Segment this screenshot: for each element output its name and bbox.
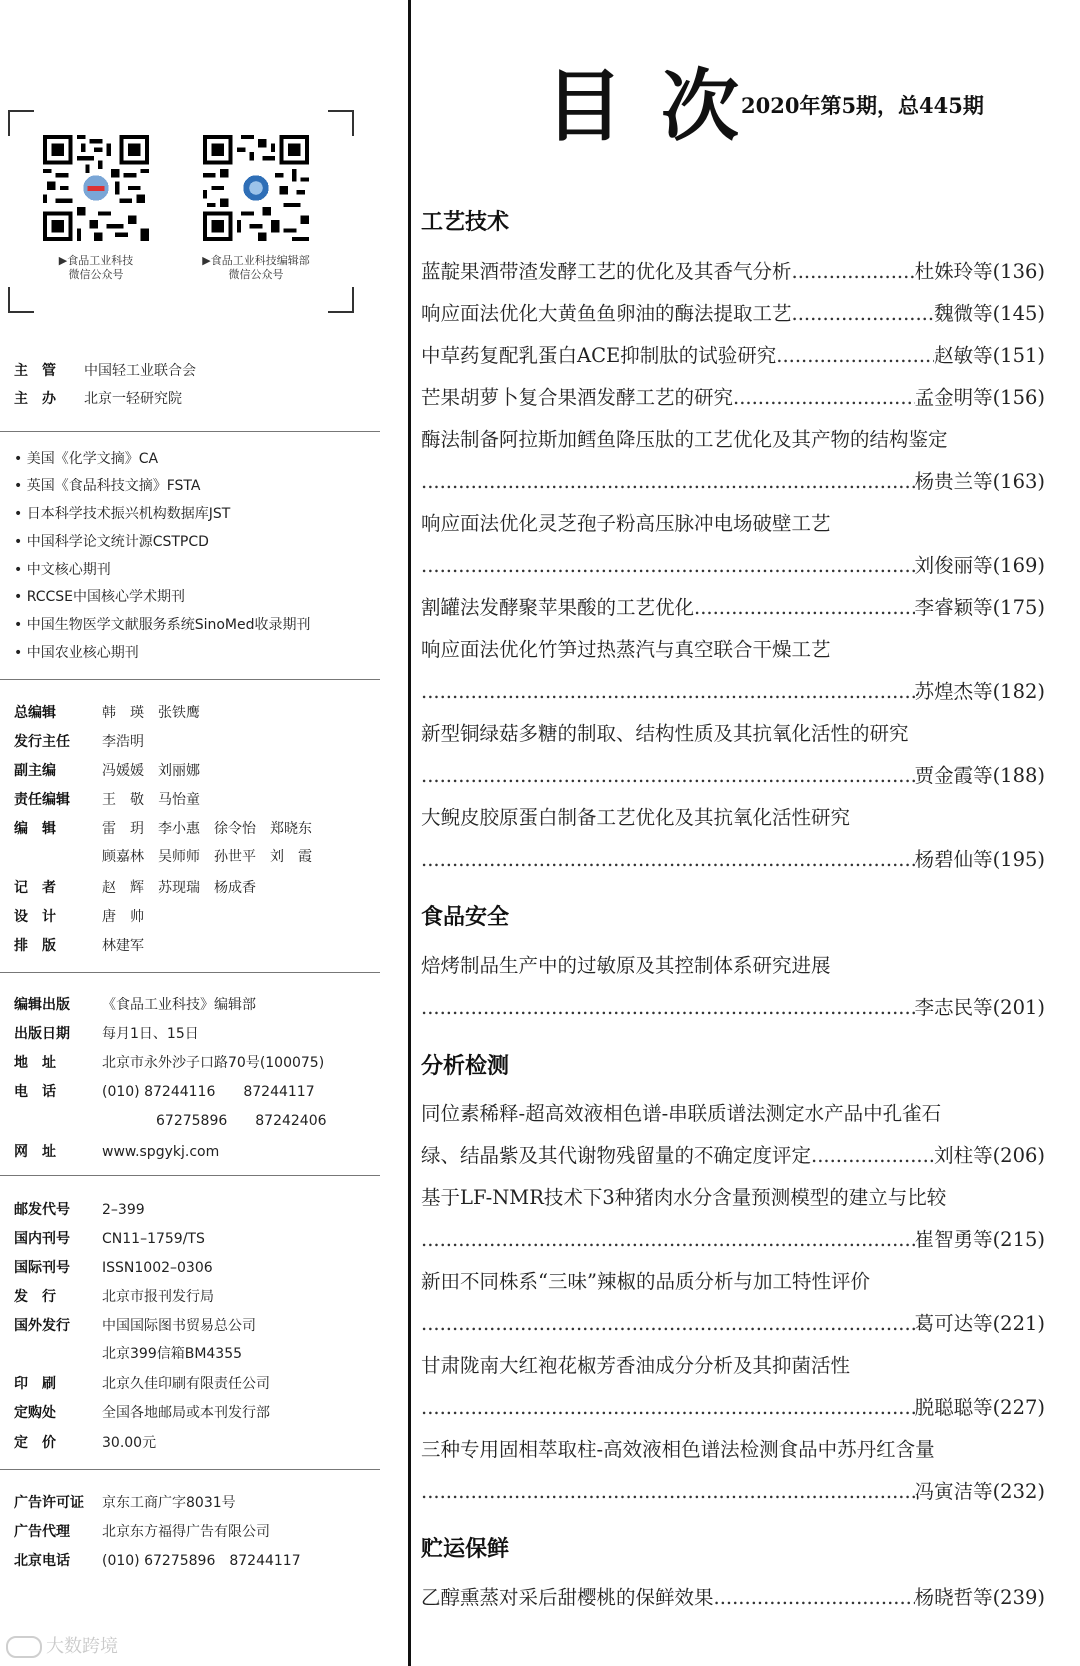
field-value: 北京市永外沙子口路70号(100075) — [102, 1055, 325, 1071]
toc-entry[interactable] — [421, 1584, 1045, 1612]
field-label: 责任编辑 — [14, 792, 70, 808]
field-label: 定 价 — [14, 1435, 56, 1451]
entry-title: 芒果胡萝卜复合果酒发酵工艺的研究 — [421, 386, 734, 409]
entry-title: 同位素稀释-超高效液相色谱-串联质谱法测定水产品中孔雀石 — [421, 1102, 942, 1125]
field-label: 广告代理 — [14, 1524, 70, 1540]
field-label: 国内刊号 — [14, 1231, 70, 1247]
qr-code-wechat[interactable] — [43, 135, 149, 241]
field-value: (010) 67275896 87244117 — [102, 1553, 301, 1569]
field-value: 赵 辉 苏现瑞 杨成香 — [102, 880, 256, 896]
qr-caption — [176, 254, 336, 282]
divider — [0, 431, 380, 432]
field-value: 韩 瑛 张铁鹰 — [102, 705, 200, 721]
index-item: • 英国《食品科技文摘》FSTA — [14, 478, 201, 494]
field-value: 67275896 87242406 — [156, 1113, 327, 1129]
frame-corner — [8, 110, 34, 136]
field-value: 全国各地邮局或本刊发行部 — [102, 1405, 270, 1421]
entry-author-page: 李志民等(201) — [914, 996, 1045, 1019]
entry-author-page: 杜姝玲等(136) — [914, 260, 1045, 283]
field-value: 《食品工业科技》编辑部 — [102, 997, 256, 1013]
toc-entry[interactable] — [421, 342, 1045, 370]
section-heading: 工艺技术 — [421, 210, 510, 235]
page-title: 目次 — [545, 61, 778, 152]
toc-entry[interactable] — [421, 1100, 1045, 1170]
index-item: • 中国农业核心期刊 — [14, 645, 139, 661]
field-value: 每月1日、15日 — [102, 1026, 199, 1042]
left-column — [0, 0, 408, 1666]
field-value: 冯媛媛 刘丽娜 — [102, 763, 200, 779]
field-value: 北京399信箱BM4355 — [102, 1346, 243, 1362]
entry-author-page: 李睿颖等(175) — [914, 596, 1045, 619]
toc-entry[interactable] — [421, 1352, 1045, 1422]
field-value: 唐 帅 — [102, 909, 144, 925]
field-value: 李浩明 — [102, 734, 144, 750]
entry-author-page: 刘俊丽等(169) — [914, 554, 1045, 577]
field-label: 出版日期 — [14, 1026, 70, 1042]
entry-author-page: 孟金明等(156) — [914, 386, 1045, 409]
entry-title: 蓝靛果酒带渣发酵工艺的优化及其香气分析 — [421, 260, 792, 283]
toc-entry[interactable] — [421, 258, 1045, 286]
field-label: 印 刷 — [14, 1376, 56, 1392]
toc-entry[interactable] — [421, 594, 1045, 622]
entry-title: 甘肃陇南大红袍花椒芳香油成分分析及其抑菌活性 — [421, 1354, 851, 1377]
qr-caption-line: 微信公众号 — [68, 268, 124, 281]
field-label: 地 址 — [14, 1055, 56, 1071]
field-label: 邮发代号 — [14, 1202, 70, 1218]
field-label: 主 办 — [14, 391, 56, 407]
field-label: 北京电话 — [14, 1553, 70, 1569]
field-value: 北京东方福得广告有限公司 — [102, 1524, 270, 1540]
watermark-logo-icon — [6, 1636, 42, 1658]
toc-entry[interactable] — [421, 804, 1045, 874]
section-heading: 分析检测 — [421, 1054, 510, 1079]
entry-title: 酶法制备阿拉斯加鳕鱼降压肽的工艺优化及其产物的结构鉴定 — [421, 428, 948, 451]
entry-author-page: 杨晓哲等(239) — [914, 1586, 1045, 1609]
field-label: 排 版 — [14, 938, 56, 954]
entry-author-page: 赵敏等(151) — [934, 344, 1045, 367]
section-heading: 贮运保鲜 — [421, 1537, 510, 1562]
entry-title: 响应面法优化灵芝孢子粉高压脉冲电场破壁工艺 — [421, 512, 831, 535]
field-label: 国外发行 — [14, 1318, 70, 1334]
toc-entry[interactable] — [421, 720, 1045, 790]
toc-entry[interactable] — [421, 384, 1045, 412]
field-value: 顾嘉林 吴师师 孙世平 刘 霞 — [102, 849, 312, 865]
qr-caption-line: 微信公众号 — [228, 268, 284, 281]
watermark — [6, 1632, 118, 1658]
toc-entry[interactable] — [421, 300, 1045, 328]
entry-author-page: 崔智勇等(215) — [914, 1228, 1045, 1251]
field-value: ISSN1002–0306 — [102, 1260, 213, 1276]
entry-author-page: 苏煌杰等(182) — [914, 680, 1045, 703]
field-label: 记 者 — [14, 880, 56, 896]
field-label: 编辑出版 — [14, 997, 70, 1013]
field-value: 北京久佳印刷有限责任公司 — [102, 1376, 270, 1392]
entry-author-page: 魏微等(145) — [934, 302, 1045, 325]
field-value: www.spgykj.com — [102, 1144, 220, 1160]
entry-author-page: 刘柱等(206) — [934, 1144, 1045, 1167]
entry-title: 大鲵皮胶原蛋白制备工艺优化及其抗氧化活性研究 — [421, 806, 851, 829]
entry-title: 三种专用固相萃取柱-高效液相色谱法检测食品中苏丹红含量 — [421, 1438, 935, 1461]
toc-entry[interactable] — [421, 426, 1045, 496]
entry-title: 中草药复配乳蛋白ACE抑制肽的试验研究 — [421, 344, 777, 367]
entry-title: 焙烤制品生产中的过敏原及其控制体系研究进展 — [421, 954, 831, 977]
entry-title: 新田不同株系“三味”辣椒的品质分析与加工特性评价 — [421, 1270, 870, 1293]
frame-corner — [8, 287, 34, 313]
field-value: 中国国际图书贸易总公司 — [102, 1318, 256, 1334]
frame-corner — [328, 110, 354, 136]
field-label: 副主编 — [14, 763, 56, 779]
watermark-text: 大数跨境 — [46, 1636, 118, 1657]
field-label: 主 管 — [14, 363, 56, 379]
divider — [0, 972, 380, 973]
entry-author-page: 葛可达等(221) — [914, 1312, 1045, 1335]
field-value: 30.00元 — [102, 1435, 157, 1451]
field-value: 2–399 — [102, 1202, 145, 1218]
field-label: 编 辑 — [14, 821, 56, 837]
entry-title: 基于LF-NMR技术下3种猪肉水分含量预测模型的建立与比较 — [421, 1186, 947, 1209]
entry-author-page: 贾金霞等(188) — [914, 764, 1045, 787]
qr-caption-line: ▶食品工业科技 — [58, 254, 134, 267]
entry-title: 响应面法优化大黄鱼鱼卵油的酶法提取工艺 — [421, 302, 792, 325]
toc-entry[interactable] — [421, 952, 1045, 1022]
divider — [0, 1469, 380, 1470]
field-label: 国际刊号 — [14, 1260, 70, 1276]
field-value: 中国轻工业联合会 — [84, 363, 196, 379]
qr-caption — [16, 254, 176, 282]
field-label: 电 话 — [14, 1084, 56, 1100]
entry-author-page: 杨碧仙等(195) — [914, 848, 1045, 871]
field-value: 林建军 — [102, 938, 144, 954]
field-label: 总编辑 — [14, 705, 56, 721]
frame-corner — [328, 287, 354, 313]
qr-code-editorial[interactable] — [203, 135, 309, 241]
issue-number: 2020年第5期，总445期 — [741, 93, 984, 118]
entry-title: 新型铜绿菇多糖的制取、结构性质及其抗氧化活性的研究 — [421, 722, 909, 745]
toc-entry[interactable] — [421, 1436, 1045, 1506]
entry-author-page: 冯寅洁等(232) — [914, 1480, 1045, 1503]
contents-column — [411, 0, 1080, 1666]
field-value: 雷 玥 李小惠 徐令怡 郑晓东 — [102, 821, 312, 837]
field-value: (010) 87244116 87244117 — [102, 1084, 315, 1100]
section-heading: 食品安全 — [421, 905, 510, 930]
index-item: • 日本科学技术振兴机构数据库JST — [14, 506, 231, 522]
index-item: • 中国生物医学文献服务系统SinoMed收录期刊 — [14, 617, 311, 633]
entry-author-page: 脱聪聪等(227) — [914, 1396, 1045, 1419]
field-label: 网 址 — [14, 1144, 56, 1160]
field-label: 定购处 — [14, 1405, 56, 1421]
entry-title: 响应面法优化竹笋过热蒸汽与真空联合干燥工艺 — [421, 638, 831, 661]
field-label: 发行主任 — [14, 734, 70, 750]
entry-title-continued: 绿、结晶紫及其代谢物残留量的不确定度评定 — [421, 1144, 812, 1167]
field-value: 京东工商广字8031号 — [102, 1495, 236, 1511]
entry-author-page: 杨贵兰等(163) — [914, 470, 1045, 493]
field-label: 广告许可证 — [14, 1495, 84, 1511]
index-item: • 中文核心期刊 — [14, 562, 111, 578]
toc-entry[interactable] — [421, 636, 1045, 706]
toc-entry[interactable] — [421, 510, 1045, 580]
qr-caption-line: ▶食品工业科技编辑部 — [202, 254, 310, 267]
field-label: 设 计 — [14, 909, 56, 925]
entry-title: 割罐法发酵聚苹果酸的工艺优化 — [421, 596, 695, 619]
entry-title: 乙醇熏蒸对采后甜樱桃的保鲜效果 — [421, 1586, 714, 1609]
field-label: 发 行 — [14, 1289, 56, 1305]
toc-entry[interactable] — [421, 1184, 1045, 1254]
qr-frame — [8, 110, 354, 313]
divider — [0, 679, 380, 680]
field-value: 王 敬 马怡童 — [102, 792, 200, 808]
field-value: 北京市报刊发行局 — [102, 1289, 214, 1305]
field-value: CN11–1759/TS — [102, 1231, 205, 1247]
index-item: • 中国科学论文统计源CSTPCD — [14, 534, 209, 550]
index-item: • RCCSE中国核心学术期刊 — [14, 589, 186, 605]
index-item: • 美国《化学文摘》CA — [14, 451, 159, 467]
field-value: 北京一轻研究院 — [84, 391, 182, 407]
divider — [0, 1175, 380, 1176]
toc-entry[interactable] — [421, 1268, 1045, 1338]
